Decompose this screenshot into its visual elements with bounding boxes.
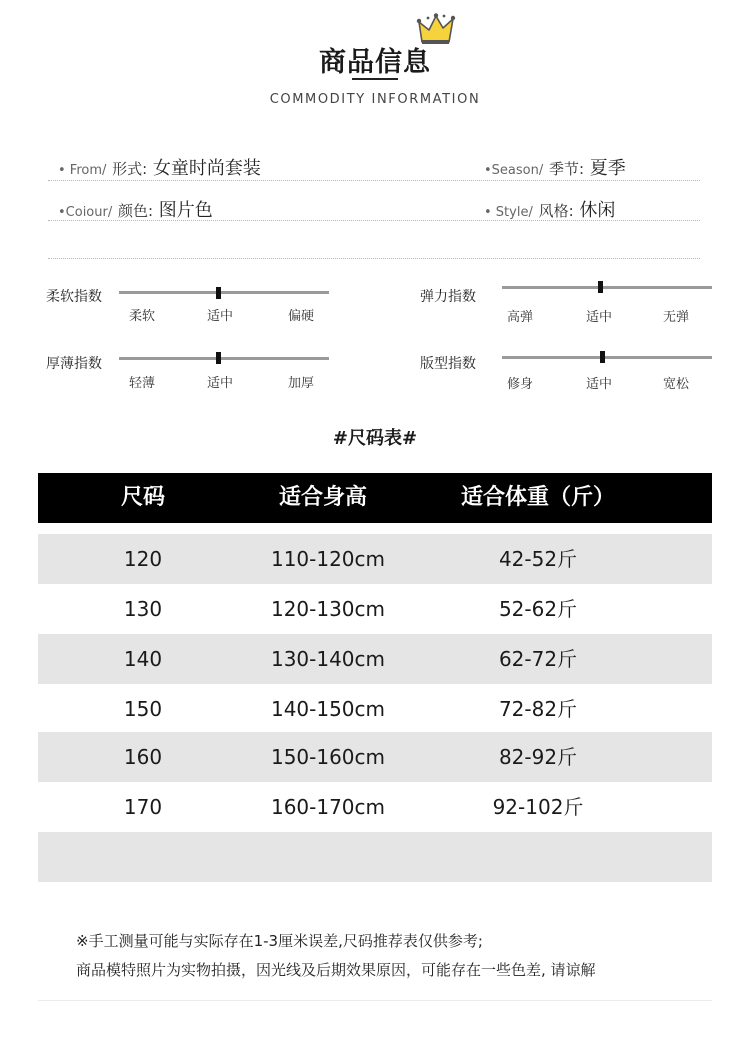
size-table-header [38, 473, 712, 523]
info-style [484, 196, 615, 222]
cell-weight: 92-102斤 [492, 795, 584, 819]
style-prefix: • Style/ [484, 205, 533, 220]
colour-label: 颜色: [117, 202, 154, 220]
table-row [38, 684, 712, 734]
index-knob-thickness [216, 352, 221, 364]
cell-size: 150 [123, 697, 163, 721]
info-season [484, 154, 626, 180]
index-track-fit [502, 356, 712, 359]
cell-height: 140-150cm [270, 697, 386, 721]
style-label: 风格: [538, 202, 574, 220]
info-divider-1 [48, 180, 700, 181]
index-title-elasticity: 弹力指数 [420, 289, 476, 305]
from-prefix: • From/ [58, 163, 107, 178]
from-label: 形式: [112, 160, 148, 178]
table-row [38, 584, 712, 634]
bottom-divider [38, 1000, 712, 1001]
from-value: 女童时尚套装 [152, 158, 261, 179]
table-row-empty [38, 832, 712, 882]
index-title-fit: 版型指数 [420, 356, 476, 372]
cell-size: 160 [123, 745, 163, 769]
index-tick: 加厚 [287, 376, 314, 391]
table-row [38, 534, 712, 584]
index-track-thickness [119, 357, 329, 360]
info-colour [58, 196, 213, 222]
cell-size: 130 [123, 597, 163, 621]
page-title: 商品信息 [319, 47, 431, 78]
cell-height: 110-120cm [270, 547, 386, 571]
index-tick: 适中 [206, 376, 233, 391]
index-tick: 无弹 [662, 310, 689, 325]
colour-value: 图片色 [158, 200, 213, 221]
index-title-thickness: 厚薄指数 [46, 356, 102, 372]
title-underline [352, 78, 398, 80]
cell-height: 150-160cm [270, 745, 386, 769]
index-tick: 高弹 [506, 310, 533, 325]
colour-prefix: •Coiour/ [58, 205, 113, 220]
index-knob-softness [216, 287, 221, 299]
cell-weight: 82-92斤 [498, 745, 578, 769]
index-tick: 适中 [585, 377, 612, 392]
index-tick: 修身 [506, 377, 533, 392]
season-prefix: •Season/ [484, 163, 544, 178]
index-tick: 适中 [206, 309, 233, 324]
table-row [38, 782, 712, 832]
info-divider-3 [48, 258, 700, 259]
header-size: 尺码 [120, 485, 165, 510]
season-label: 季节: [548, 160, 585, 178]
table-row [38, 732, 712, 782]
index-track-softness [119, 291, 329, 294]
page-subtitle: COMMODITY INFORMATION [269, 92, 481, 107]
info-divider-2 [48, 220, 700, 221]
note-measurement: ※手工测量可能与实际存在1-3厘米误差,尺码推荐表仅供参考; [76, 932, 483, 950]
cell-size: 170 [123, 795, 163, 819]
note-color-disclaimer: 商品模特照片为实物拍摄，因光线及后期效果原因，可能存在一些色差, 请谅解 [76, 961, 596, 979]
index-tick: 轻薄 [128, 376, 155, 391]
cell-weight: 52-62斤 [498, 597, 578, 621]
header-height: 适合身高 [278, 485, 367, 510]
style-value: 休闲 [579, 200, 616, 221]
size-chart-title: #尺码表# [332, 428, 418, 449]
index-tick: 偏硬 [287, 309, 314, 324]
header-weight: 适合体重（斤） [460, 485, 615, 510]
cell-size: 140 [123, 647, 163, 671]
index-title-softness: 柔软指数 [46, 289, 102, 305]
index-tick: 适中 [585, 310, 612, 325]
index-knob-fit [600, 351, 605, 363]
cell-size: 120 [123, 547, 163, 571]
season-value: 夏季 [589, 158, 626, 179]
cell-weight: 42-52斤 [498, 547, 578, 571]
cell-weight: 62-72斤 [498, 647, 578, 671]
index-knob-elasticity [598, 281, 603, 293]
index-track-elasticity [502, 286, 712, 289]
cell-weight: 72-82斤 [498, 697, 578, 721]
cell-height: 160-170cm [270, 795, 386, 819]
cell-height: 120-130cm [270, 597, 386, 621]
info-from [58, 154, 261, 180]
index-tick: 柔软 [128, 309, 155, 324]
cell-height: 130-140cm [270, 647, 386, 671]
index-tick: 宽松 [662, 377, 689, 392]
table-row [38, 634, 712, 684]
